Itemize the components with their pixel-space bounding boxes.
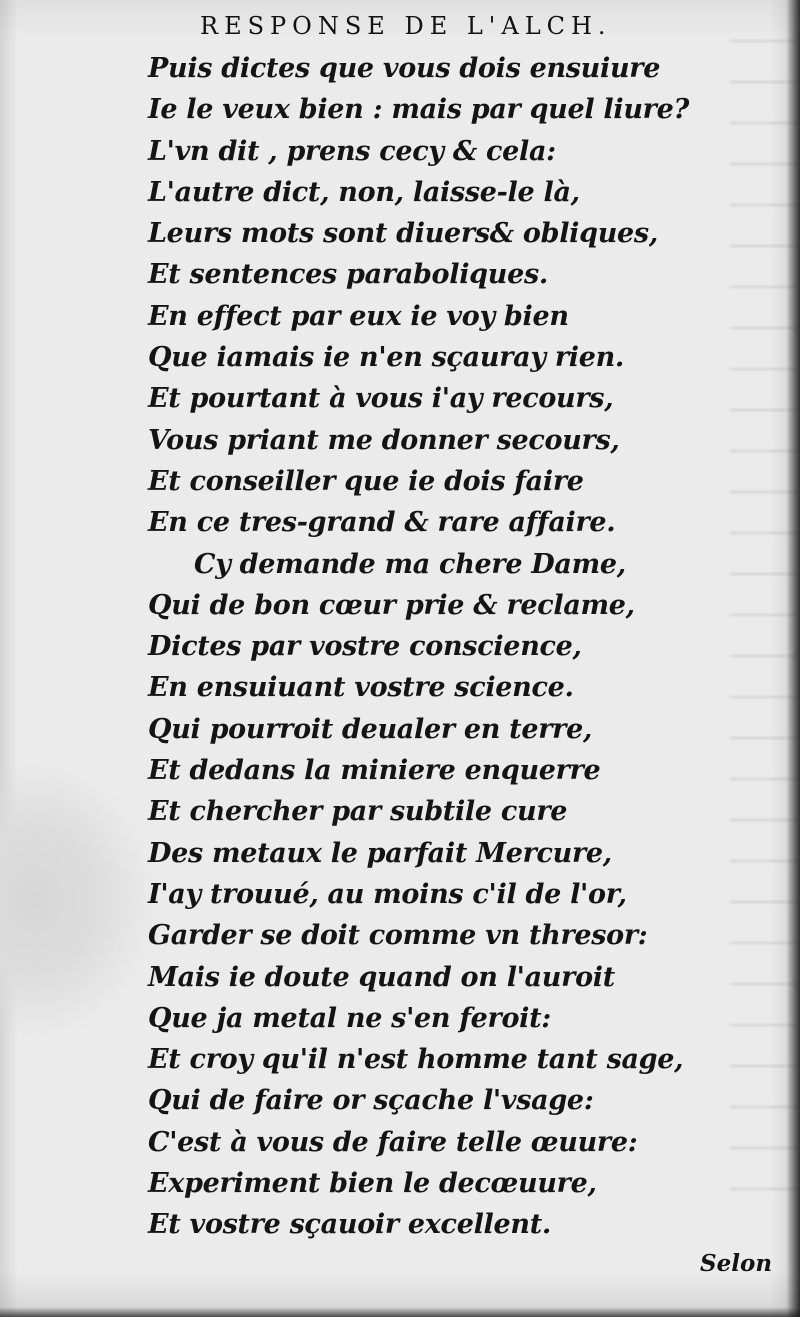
running-head: RESPONSE DE L'ALCH. [200, 12, 612, 40]
verse-line: Et croy qu'il n'est homme tant sage, [148, 1044, 684, 1076]
verse-line: Que iamais ie n'en sçauray rien. [148, 342, 625, 374]
verse-line: Et conseiller que ie dois faire [148, 465, 584, 497]
verse-line: Cy demande ma chere Dame, [194, 548, 626, 580]
verse-line: Qui pourroit deualer en terre, [148, 713, 593, 745]
verse-line: Qui de faire or sçache l'vsage: [148, 1085, 594, 1117]
verse-line: En effect par eux ie voy bien [148, 300, 569, 332]
verse-line: Garder se doit comme vn thresor: [148, 920, 648, 952]
verse-line: Que ja metal ne s'en feroit: [148, 1002, 551, 1034]
verse-line: Dictes par vostre conscience, [148, 631, 582, 663]
verse-line: En ensuiuant vostre science. [148, 672, 574, 704]
verse-line: I'ay trouué, au moins c'il de l'or, [148, 878, 627, 910]
page-bottom-shadow [0, 1307, 800, 1317]
verse-line: Mais ie doute quand on l'auroit [148, 961, 615, 993]
catchword: Selon [700, 1250, 773, 1277]
verse-line: Vous priant me donner secours, [148, 424, 620, 456]
verse-line: Et sentences paraboliques. [148, 259, 548, 291]
verse-line: Puis dictes que vous dois ensuiure [148, 53, 661, 84]
verse-line: Et chercher par subtile cure [148, 796, 568, 828]
verse-line: Ie le veux bien : mais par quel liure? [148, 94, 689, 126]
page-edge-shadow [786, 0, 800, 1317]
verse-line: Des metaux le parfait Mercure, [148, 837, 612, 869]
verse-line: Leurs mots sont diuers& obliques, [148, 218, 658, 250]
verse-text [148, 48, 708, 1246]
verse-line: L'vn dit , prens cecy & cela: [148, 135, 556, 167]
verse-line: C'est à vous de faire telle œuure: [148, 1126, 638, 1158]
verse-line: Et pourtant à vous i'ay recours, [148, 383, 614, 415]
verse-line: Experiment bien le decœuure, [148, 1168, 597, 1200]
verse-line: Qui de bon cœur prie & reclame, [148, 589, 635, 621]
verse-line: Et vostre sçauoir excellent. [148, 1209, 551, 1241]
verse-line: L'autre dict, non, laisse-le là, [148, 176, 580, 208]
verse-line: En ce tres-grand & rare affaire. [148, 507, 616, 539]
verse-line: Et dedans la miniere enquerre [148, 755, 601, 787]
